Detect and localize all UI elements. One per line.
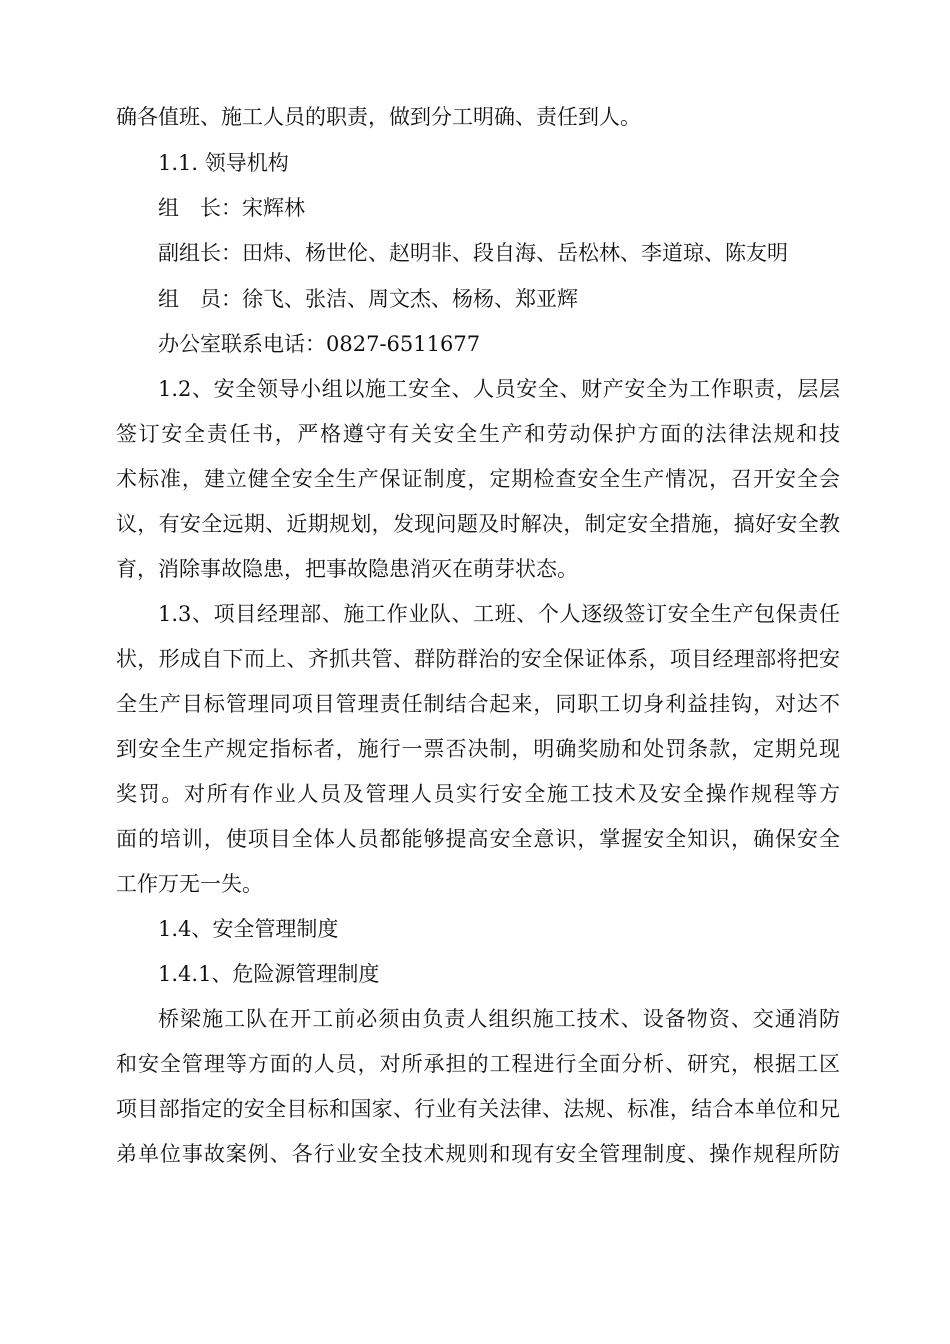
body-text-line: 弟单位事故案例、各行业安全技术规则和现有安全管理制度、操作规程所防: [116, 1142, 840, 1166]
body-text-line: 术标准，建立健全安全生产保证制度，定期检查安全生产情况，召开安全会: [116, 467, 840, 491]
body-text-line: 面的培训，使项目全体人员都能够提高安全意识，掌握安全知识，确保安全: [116, 827, 840, 851]
body-text-line: 1.2、安全领导小组以施工安全、人员安全、财产安全为工作职责，层层: [158, 377, 840, 401]
body-text-line: 工作万无一失。: [116, 872, 263, 896]
body-text-line: 奖罚。对所有作业人员及管理人员实行安全施工技术及安全操作规程等方: [116, 782, 840, 806]
body-text-line: 状，形成自下而上、齐抓共管、群防群治的安全保证体系，项目经理部将把安: [116, 647, 840, 671]
section-heading: 1.1. 领导机构: [158, 151, 289, 175]
body-text-line: 确各值班、施工人员的职责，做到分工明确、责任到人。: [116, 105, 641, 129]
body-text-line: 议，有安全远期、近期规划，发现问题及时解决，制定安全措施，搞好安全教: [116, 512, 840, 536]
team-members-line: 组 员：徐飞、张洁、周文杰、杨杨、郑亚辉: [158, 287, 578, 311]
deputy-leader-line: 副组长：田炜、杨世伦、赵明非、段自海、岳松林、李道琼、陈友明: [158, 241, 788, 265]
body-text-line: 桥梁施工队在开工前必须由负责人组织施工技术、设备物资、交通消防: [158, 1007, 840, 1031]
body-text-line: 到安全生产规定指标者，施行一票否决制，明确奖励和处罚条款，定期兑现: [116, 737, 840, 761]
subsection-heading: 1.4.1、危险源管理制度: [158, 962, 380, 986]
body-text-line: 和安全管理等方面的人员，对所承担的工程进行全面分析、研究，根据工区: [116, 1052, 840, 1076]
body-text-line: 1.3、项目经理部、施工作业队、工班、个人逐级签订安全生产包保责任: [158, 602, 840, 626]
body-text-line: 全生产目标管理同项目管理责任制结合起来，同职工切身利益挂钩，对达不: [116, 692, 840, 716]
team-leader-line: 组 长：宋辉林: [158, 196, 305, 220]
body-text-line: 育，消除事故隐患，把事故隐患消灭在萌芽状态。: [116, 557, 578, 581]
section-heading: 1.4、安全管理制度: [158, 917, 339, 941]
body-text-line: 项目部指定的安全目标和国家、行业有关法律、法规、标准，结合本单位和兄: [116, 1097, 840, 1121]
office-phone-line: 办公室联系电话：0827-6511677: [158, 332, 481, 356]
body-text-line: 签订安全责任书，严格遵守有关安全生产和劳动保护方面的法律法规和技: [116, 422, 840, 446]
